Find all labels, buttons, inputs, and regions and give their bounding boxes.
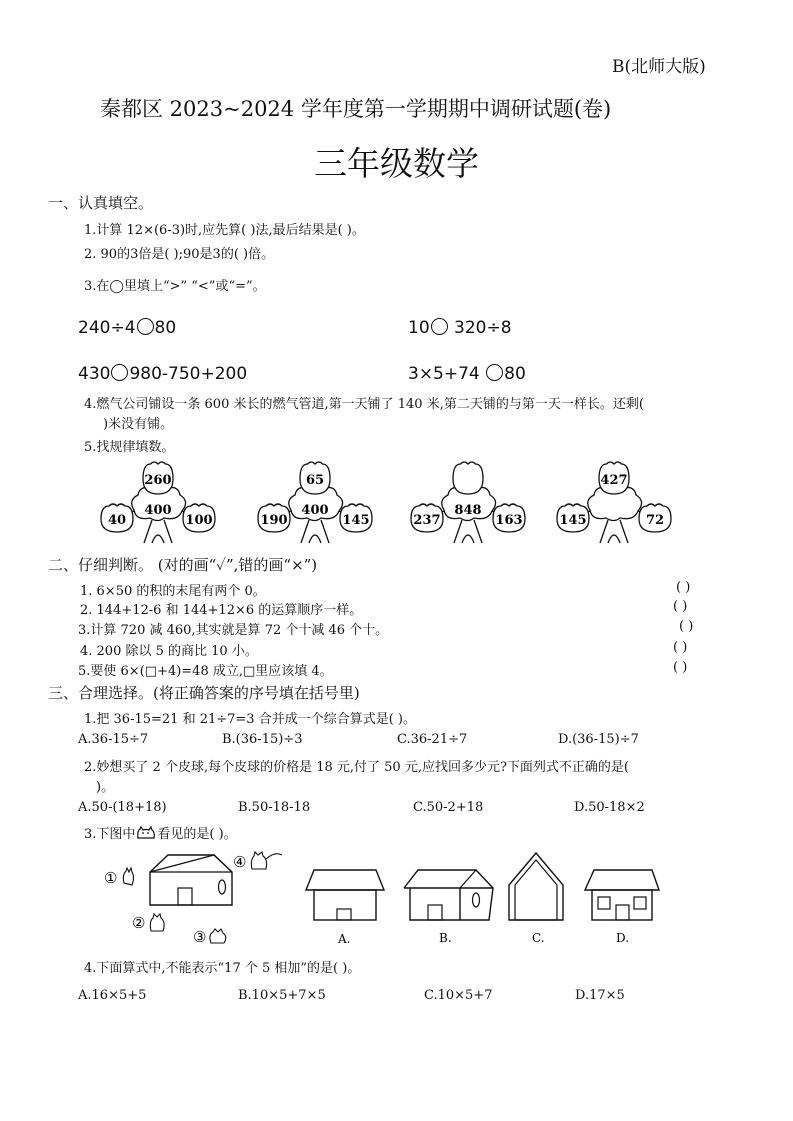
compare-3-right: 980-750+200 — [129, 364, 248, 384]
section1-heading: 一、认真填空。 — [48, 194, 154, 212]
s3-q2-option-c[interactable]: C.50-2+18 — [413, 800, 484, 815]
tree-1-right-number: 100 — [185, 513, 213, 528]
judge-item-2: 2. 144+12-6 和 144+12×6 的运算顺序一样。 — [80, 603, 363, 618]
judge-answer-bracket-2[interactable]: ( ) — [673, 599, 688, 614]
s3-q2-line2: )。 — [96, 780, 115, 795]
judge-answer-bracket-5[interactable]: ( ) — [673, 660, 688, 675]
tree-1-left-number: 40 — [107, 513, 127, 528]
tree-2 — [258, 462, 372, 543]
s1-q3: 3.在◯里填上“>” “<”或“=”。 — [84, 279, 266, 294]
s3-q2-option-d[interactable]: D.50-18×2 — [574, 800, 645, 815]
tree-3 — [411, 462, 525, 543]
compare-2-circle[interactable] — [431, 318, 448, 335]
compare-1-circle[interactable] — [137, 318, 154, 335]
judge-item-4: 4. 200 除以 5 的商比 10 小。 — [80, 644, 258, 659]
tree-4-left-number: 145 — [559, 513, 587, 528]
judge-item-3: 3.计算 720 减 460,其实就是算 72 个十减 46 个十。 — [78, 623, 389, 638]
tree-4 — [557, 462, 671, 543]
compare-2-right: 320÷8 — [448, 318, 512, 338]
s1-q4-line2: )米没有铺。 — [103, 417, 174, 432]
tree-2-top-number: 65 — [305, 473, 325, 488]
option-a-house[interactable] — [306, 870, 384, 920]
tree-3-left-number: 237 — [413, 513, 441, 528]
tree-2-center-number: 400 — [301, 503, 329, 518]
cat-2-icon — [150, 914, 164, 931]
compare-2-left: 10 — [408, 318, 430, 338]
option-d-label: D. — [616, 931, 630, 945]
option-c-label: C. — [532, 931, 545, 945]
compare-3 — [78, 364, 247, 384]
judge-answer-bracket-3[interactable]: ( ) — [679, 619, 694, 634]
s3-q2-line1: 2.妙想买了 2 个皮球,每个皮球的价格是 18 元,付了 50 元,应找回多少元?下面列式不正确的是( — [84, 760, 629, 775]
exam-title: 秦都区 2023~2024 学年度第一学期期中调研试题(卷) — [100, 97, 612, 121]
s3-q4-option-a[interactable]: A.16×5+5 — [78, 988, 147, 1003]
subject-title: 三年级数学 — [314, 144, 479, 183]
s1-q4-line1: 4.燃气公司铺设一条 600 米长的燃气管道,第一天铺了 140 米,第二天铺的与第一天一样长。还剩( — [84, 397, 644, 412]
marker-4: ④ — [233, 853, 247, 871]
cat-4-icon — [251, 852, 282, 869]
house-figure — [0, 845, 793, 950]
tree-1-top-number: 260 — [144, 473, 172, 488]
section2-heading: 二、仔细判断。 (对的画“✓”,错的画“×”) — [48, 556, 318, 574]
option-d-house[interactable] — [585, 870, 659, 920]
number-trees — [0, 455, 793, 555]
compare-3-circle[interactable] — [111, 364, 128, 381]
tree-2-left-number: 190 — [260, 513, 288, 528]
s1-q1: 1.计算 12×(6-3)时,应先算( )法,最后结果是( )。 — [84, 223, 365, 238]
cat-1-icon — [123, 868, 133, 885]
compare-1-right: 80 — [154, 318, 177, 338]
tree-1-center-number: 400 — [144, 503, 172, 518]
s3-q3 — [84, 823, 237, 842]
section3-heading: 三、合理选择。(将正确答案的序号填在括号里) — [48, 684, 360, 702]
s3-q1-option-a[interactable]: A.36-15÷7 — [78, 732, 149, 747]
judge-answer-bracket-4[interactable]: ( ) — [673, 640, 688, 655]
s3-q3-prefix: 3.下图中 — [84, 827, 136, 842]
option-c-house[interactable] — [509, 853, 563, 920]
tree-4-right-number: 72 — [645, 513, 665, 528]
cat-icon — [136, 826, 156, 840]
tree-1 — [101, 462, 215, 543]
s1-q2: 2. 90的3倍是( );90是3的( )倍。 — [84, 247, 275, 262]
marker-2: ② — [132, 914, 146, 932]
compare-4-left: 3×5+74 — [408, 364, 486, 384]
compare-4-right: 80 — [504, 364, 526, 384]
compare-3-left: 430 — [78, 364, 111, 384]
s3-q1-option-d[interactable]: D.(36-15)÷7 — [558, 732, 639, 747]
judge-item-5: 5.要使 6×(□+4)=48 成立,□里应该填 4。 — [78, 664, 333, 679]
s3-q1-option-b[interactable]: B.(36-15)÷3 — [222, 732, 303, 747]
s3-q4: 4.下面算式中,不能表示“17 个 5 相加”的是( )。 — [84, 961, 361, 976]
compare-1-left: 240÷4 — [78, 318, 136, 338]
compare-1 — [78, 318, 176, 338]
tree-3-right-number: 163 — [495, 513, 523, 528]
edition-label: B(北师大版) — [612, 57, 706, 77]
compare-4 — [408, 364, 526, 384]
s3-q1: 1.把 36-15=21 和 21÷7=3 合并成一个综合算式是( )。 — [84, 712, 416, 727]
tree-4-top-number: 427 — [600, 473, 628, 488]
option-a-label: A. — [338, 932, 351, 946]
option-b-label: B. — [439, 931, 452, 945]
scene-house — [150, 855, 232, 905]
judge-answer-bracket-1[interactable]: ( ) — [676, 580, 691, 595]
marker-1: ① — [104, 869, 118, 887]
s3-q1-option-c[interactable]: C.36-21÷7 — [397, 732, 468, 747]
s1-q5: 5.找规律填数。 — [84, 440, 175, 455]
tree-2-right-number: 145 — [342, 513, 370, 528]
s3-q4-option-d[interactable]: D.17×5 — [575, 988, 625, 1003]
tree-3-center-number: 848 — [454, 503, 482, 518]
judge-item-1: 1. 6×50 的积的末尾有两个 0。 — [80, 584, 266, 599]
s3-q4-option-b[interactable]: B.10×5+7×5 — [238, 988, 326, 1003]
s3-q3-suffix: 看见的是( )。 — [157, 827, 237, 842]
cat-3-icon — [210, 929, 226, 943]
compare-2 — [408, 318, 512, 338]
s3-q4-option-c[interactable]: C.10×5+7 — [424, 988, 493, 1003]
option-b-house[interactable] — [404, 870, 493, 920]
marker-3: ③ — [193, 928, 207, 946]
s3-q2-option-b[interactable]: B.50-18-18 — [238, 800, 311, 815]
s3-q2-option-a[interactable]: A.50-(18+18) — [78, 800, 167, 815]
compare-4-circle[interactable] — [486, 364, 503, 381]
